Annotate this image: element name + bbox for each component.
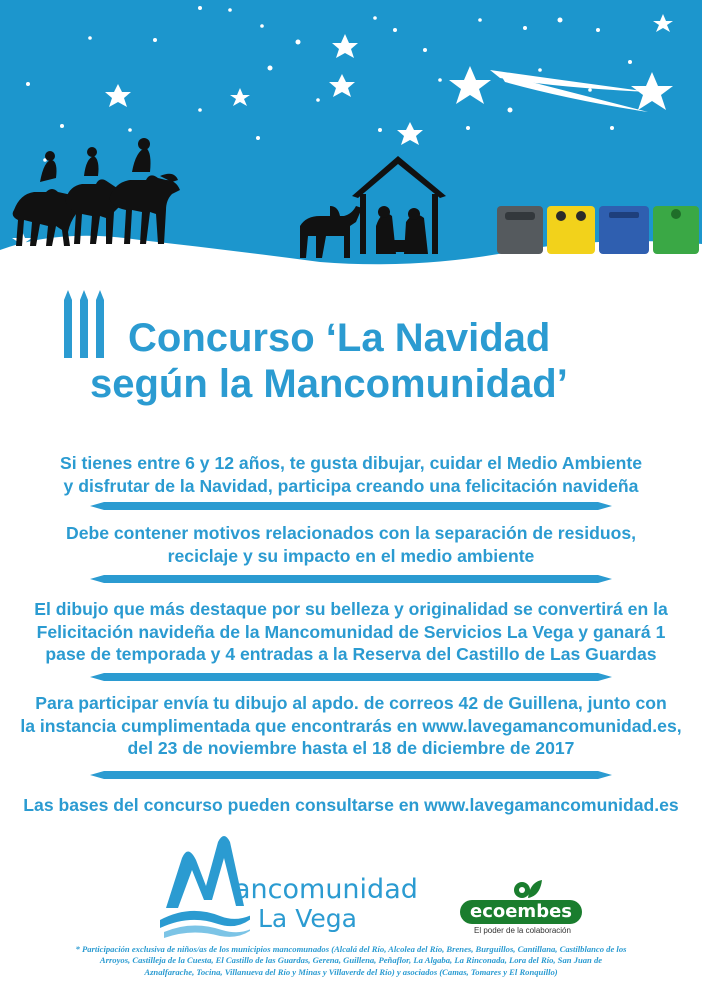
yellow-bin-icon — [547, 206, 595, 254]
title-line-1: Concurso ‘La Navidad — [128, 316, 551, 360]
footnote-line: * Participación exclusiva de niños/as de los municipios mancomunados (Alcalá del Río, Alcolea del Río, Brenes, Burguillos, Cantillana, Castilblanco de los — [75, 944, 627, 954]
paragraph-prize — [8, 598, 694, 666]
pencil-divider — [90, 770, 612, 780]
contest-title — [60, 288, 700, 418]
pencil-divider — [90, 574, 612, 584]
title-line-2: según la Mancomunidad’ — [90, 362, 568, 406]
paragraph-line: El dibujo que más destaque por su belleza y originalidad se convertirá en la — [34, 599, 668, 619]
ecoembes-name: ecoembes — [460, 900, 582, 924]
paragraph-rules-link — [8, 794, 694, 817]
paragraph-line: Para participar envía tu dibujo al apdo. de correos 42 de Guillena, junto con — [35, 693, 667, 713]
pencil-divider — [90, 672, 612, 682]
paragraph-eligibility — [8, 452, 694, 497]
mancomunidad-la-vega-logo — [160, 828, 450, 938]
leaf-icon — [512, 878, 542, 902]
footnote-line: Arroyos, Castilleja de la Cuesta, El Castillo de las Guardas, Gerena, Guillena, Peñaflor, La Algaba, La Rinconada, Lora del Río, San Juan de — [99, 955, 603, 966]
ecoembes-tagline: El poder de la colaboración — [474, 926, 571, 935]
paragraph-line: y disfrutar de la Navidad, participa creando una felicitación navideña — [63, 475, 639, 496]
paragraph-line: Debe contener motivos relacionados con la separación de residuos, — [65, 523, 637, 543]
footnote — [6, 944, 696, 978]
footnote-line: Aznalfarache, Tocina, Villanueva del Río y Minas y Villaverde del Río) y asociados (Camas, Tomares y El Ronquillo) — [144, 966, 558, 977]
paragraph-line: Felicitación navideña de la Mancomunidad de Servicios La Vega y ganará 1 — [36, 621, 666, 642]
paragraph-line: la instancia cumplimentada que encontrarás en www.lavegamancomunidad.es, — [20, 715, 682, 736]
logo-text-la-vega: La Vega — [258, 904, 357, 933]
pencil-divider — [90, 501, 612, 511]
paragraph-line: reciclaje y su impacto en el medio ambiente — [167, 545, 535, 566]
paragraph-line: Las bases del concurso pueden consultarse en www.lavegamancomunidad.es — [23, 795, 679, 815]
paragraph-requirements — [8, 522, 694, 567]
paragraph-line: del 23 de noviembre hasta el 18 de diciembre de 2017 — [127, 738, 575, 758]
paragraph-line: pase de temporada y 4 entradas a la Reserva del Castillo de Las Guardas — [45, 644, 657, 664]
christmas-night-illustration — [0, 0, 702, 290]
ecoembes-logo — [460, 878, 590, 938]
paragraph-line: Si tienes entre 6 y 12 años, te gusta dibujar, cuidar el Medio Ambiente — [59, 453, 643, 473]
logo-text-mancomunidad: ancomunidad — [234, 874, 418, 905]
paragraph-how-to-participate — [8, 692, 694, 760]
pencils-icon — [60, 290, 116, 360]
